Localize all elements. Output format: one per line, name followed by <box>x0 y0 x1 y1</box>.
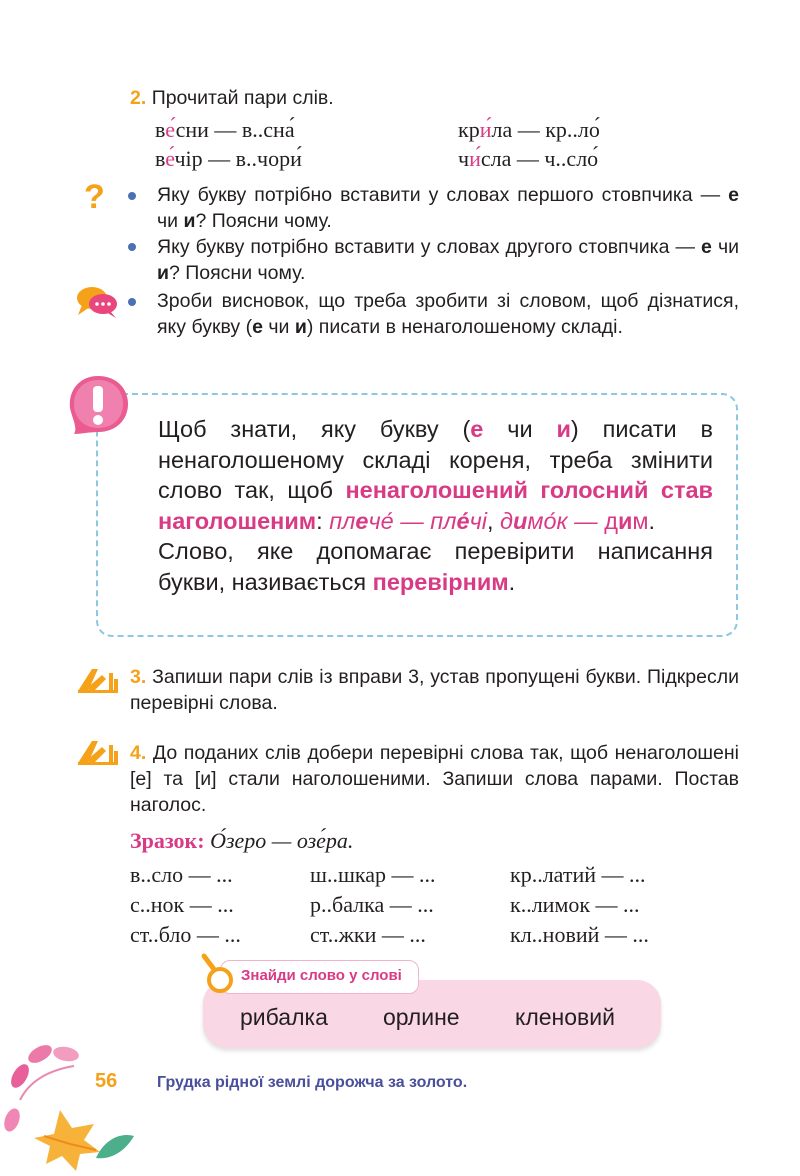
attention-icon <box>66 374 132 441</box>
task2-heading <box>130 85 334 111</box>
exercise-word: ст..жки — ... <box>310 922 426 947</box>
exercise-word: р..балка — ... <box>310 892 434 917</box>
question-icon: ? <box>84 178 105 216</box>
footer-proverb: Грудка рідної землі дорожча за золото. <box>157 1074 468 1091</box>
task4-text: 4. До поданих слів добери перевірні слова так, щоб ненаголошені [е] та [и] стали наголошеними. Запиши слова парами. Постав наголос. <box>130 742 739 816</box>
exercise-word: с..нок — ... <box>130 892 234 917</box>
word-pair-2-2: чи́сла — ч..сло́ <box>458 146 599 171</box>
exercise-word: в..сло — ... <box>130 862 233 887</box>
task3-number: 3. <box>130 666 147 688</box>
discussion-icon <box>76 285 118 324</box>
task2-number: 2. <box>130 87 147 109</box>
word-pair-1-2: ве́чір — в..чори́ <box>155 146 302 171</box>
task2-instruction: Прочитай пари слів. <box>151 87 334 109</box>
bullet-icon <box>128 243 136 251</box>
writing-icon <box>76 737 120 770</box>
exercise-word: к..лимок — ... <box>510 892 640 917</box>
find-word-item: рибалка <box>240 1004 328 1030</box>
task3-text: 3. Запиши пари слів із вправи 3, устав пропущені букви. Підкресли перевірні слова. <box>130 666 739 714</box>
rule-text: Щоб знати, яку букву (е чи и) писати в ненаголошеному складі кореня, треба змінити слово так, щоб ненаголошений голосний став наголошеним: плече́ — пле́чі, димо́к — дим. Слово, яке допомагає перевірити написання букви, називається перевірним. <box>158 416 714 595</box>
question-2: Яку букву потрібно вставити у словах другого стовпчика — е чи и? Поясни чому. <box>157 236 739 284</box>
question-1: Яку букву потрібно вставити у словах першого стовпчика — е чи и? Поясни чому. <box>157 184 739 232</box>
exercise-word: ст..бло — ... <box>130 922 241 947</box>
word-pair-1-1: ве́сни — в..сна́ <box>155 117 295 142</box>
word-pair-2-1: кри́ла — кр..ло́ <box>458 117 600 142</box>
magnifier-icon <box>196 952 236 1001</box>
page-number: 56 <box>95 1070 118 1092</box>
writing-icon <box>76 665 120 698</box>
sample: Зразок: О́зеро — озе́ра. <box>130 828 354 853</box>
task4-number: 4. <box>130 742 147 764</box>
exercise-word: кр..латий — ... <box>510 862 646 887</box>
find-word-title: Знайди слово у слові <box>220 960 419 994</box>
exercise-word: кл..новий — ... <box>510 922 649 947</box>
autumn-leaves-decoration <box>0 1040 140 1176</box>
exercise-word: ш..шкар — ... <box>310 862 436 887</box>
find-word-item: кленовий <box>515 1004 615 1030</box>
find-word-item: орлине <box>383 1004 460 1030</box>
bullet-icon <box>128 192 136 200</box>
question-3: Зроби висновок, що треба зробити зі словом, щоб дізнатися, яку букву (е чи и) писати в ненаголошеному складі. <box>157 290 739 338</box>
bullet-icon <box>128 298 136 306</box>
